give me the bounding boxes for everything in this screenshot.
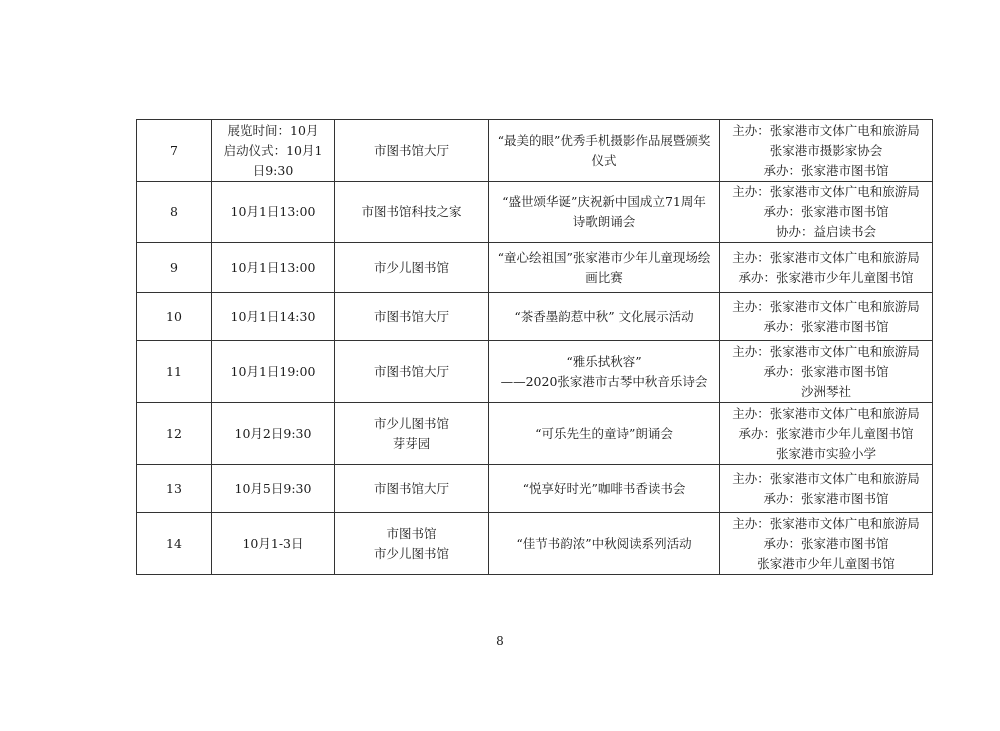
event-venue-line: 市少儿图书馆 <box>373 545 449 561</box>
event-venue-cell <box>335 182 489 243</box>
event-venue-line: 市图书馆大厅 <box>373 480 449 496</box>
event-title-line: 仪式 <box>591 152 617 168</box>
event-organizers-cell <box>720 182 933 243</box>
event-organizers-line: 张家港市少年儿童图书馆 <box>757 555 895 571</box>
event-organizers-line: 主办：张家港市文体广电和旅游局 <box>732 470 920 486</box>
event-organizers-line: 承办：张家港市图书馆 <box>763 162 889 178</box>
event-organizers-line: 主办：张家港市文体广电和旅游局 <box>732 249 920 265</box>
event-title-cell <box>489 341 720 403</box>
row-number-cell: 11 <box>137 341 212 403</box>
event-time-line: 10月1-3日 <box>242 535 304 551</box>
event-venue-cell <box>335 293 489 341</box>
event-venue-line: 市图书馆科技之家 <box>361 204 462 219</box>
event-time-line: 展览时间：10月 <box>227 122 319 138</box>
event-time-cell <box>212 120 335 182</box>
event-time-line: 10月5日9:30 <box>234 480 312 496</box>
event-venue-line: 市图书馆大厅 <box>373 308 449 324</box>
event-organizers-cell <box>720 403 933 465</box>
event-organizers-line: 承办：张家港市图书馆 <box>763 204 889 219</box>
table-row <box>137 243 933 293</box>
row-number-cell: 13 <box>137 465 212 513</box>
event-organizers-line: 承办：张家港市图书馆 <box>763 363 889 379</box>
event-title-cell <box>489 243 720 293</box>
event-title-line: 画比赛 <box>585 269 623 285</box>
event-venue-cell <box>335 465 489 513</box>
event-organizers-line: 主办：张家港市文体广电和旅游局 <box>732 515 920 531</box>
event-venue-line: 市少儿图书馆 <box>373 415 449 431</box>
event-organizers-line: 承办：张家港市图书馆 <box>763 318 889 334</box>
event-organizers-cell <box>720 293 933 341</box>
event-time-cell <box>212 182 335 243</box>
event-venue-cell <box>335 513 489 575</box>
event-title-line: ——2020张家港市古琴中秋音乐诗会 <box>500 373 708 389</box>
event-title-cell <box>489 513 720 575</box>
event-title-line: “茶香墨韵惹中秋” 文化展示活动 <box>514 308 694 324</box>
event-organizers-cell <box>720 120 933 182</box>
event-organizers-cell <box>720 341 933 403</box>
event-venue-line: 市少儿图书馆 <box>373 259 449 275</box>
event-venue-cell <box>335 403 489 465</box>
event-time-cell <box>212 341 335 403</box>
event-organizers-line: 张家港市摄影家协会 <box>769 142 883 158</box>
event-organizers-line: 主办：张家港市文体广电和旅游局 <box>732 184 920 199</box>
event-organizers-cell <box>720 243 933 293</box>
table-row <box>137 182 933 243</box>
event-time-line: 10月1日13:00 <box>230 204 316 219</box>
event-organizers-cell <box>720 465 933 513</box>
event-organizers-line: 承办：张家港市图书馆 <box>763 490 889 506</box>
event-venue-line: 市图书馆 <box>386 525 437 541</box>
event-title-line: “盛世颂华诞”庆祝新中国成立71周年 <box>502 194 706 209</box>
event-title-cell <box>489 293 720 341</box>
event-organizers-line: 主办：张家港市文体广电和旅游局 <box>732 122 920 138</box>
row-number-cell: 7 <box>137 120 212 182</box>
row-number-cell: 14 <box>137 513 212 575</box>
table-row <box>137 465 933 513</box>
event-title-line: “最美的眼”优秀手机摄影作品展暨颁奖 <box>497 132 711 148</box>
event-title-cell <box>489 120 720 182</box>
event-venue-cell <box>335 120 489 182</box>
events-table-body <box>137 120 933 575</box>
event-time-line: 日9:30 <box>252 162 294 178</box>
row-number-cell: 10 <box>137 293 212 341</box>
table-row <box>137 293 933 341</box>
event-title-cell <box>489 403 720 465</box>
event-organizers-line: 主办：张家港市文体广电和旅游局 <box>732 343 920 359</box>
table-row <box>137 341 933 403</box>
event-time-cell <box>212 243 335 293</box>
table-row <box>137 120 933 182</box>
events-table <box>136 119 933 575</box>
event-organizers-line: 承办：张家港市图书馆 <box>763 535 889 551</box>
event-title-line: “雅乐拭秋容” <box>566 353 642 369</box>
event-time-cell <box>212 293 335 341</box>
event-title-cell <box>489 182 720 243</box>
event-title-line: “可乐先生的童诗”朗诵会 <box>535 425 673 441</box>
event-time-line: 启动仪式：10月1 <box>223 142 323 158</box>
event-organizers-line: 张家港市实验小学 <box>775 445 876 461</box>
event-organizers-line: 承办：张家港市少年儿童图书馆 <box>738 269 914 285</box>
event-organizers-line: 主办：张家港市文体广电和旅游局 <box>732 405 920 421</box>
event-title-line: “童心绘祖国”张家港市少年儿童现场绘 <box>497 249 711 265</box>
event-venue-cell <box>335 243 489 293</box>
event-organizers-line: 承办：张家港市少年儿童图书馆 <box>738 425 914 441</box>
event-organizers-line: 沙洲琴社 <box>800 383 851 399</box>
event-time-cell <box>212 513 335 575</box>
table-row <box>137 513 933 575</box>
event-organizers-line: 主办：张家港市文体广电和旅游局 <box>732 298 920 314</box>
event-venue-cell <box>335 341 489 403</box>
event-venue-line: 芽芽园 <box>392 435 431 451</box>
event-time-cell <box>212 465 335 513</box>
row-number-cell: 12 <box>137 403 212 465</box>
row-number-cell: 8 <box>137 182 212 243</box>
event-time-line: 10月1日13:00 <box>230 259 316 275</box>
event-title-line: 诗歌朗诵会 <box>572 214 636 229</box>
page-number: 8 <box>496 634 504 648</box>
event-venue-line: 市图书馆大厅 <box>373 142 449 158</box>
event-venue-line: 市图书馆大厅 <box>373 363 449 379</box>
event-time-cell <box>212 403 335 465</box>
event-time-line: 10月1日19:00 <box>230 363 316 379</box>
event-organizers-cell <box>720 513 933 575</box>
table-row <box>137 403 933 465</box>
event-time-line: 10月1日14:30 <box>230 308 316 324</box>
event-organizers-line: 协办：益启读书会 <box>775 224 876 239</box>
event-title-line: “悦享好时光”咖啡书香读书会 <box>522 480 686 496</box>
row-number-cell: 9 <box>137 243 212 293</box>
event-title-cell <box>489 465 720 513</box>
event-title-line: “佳节书韵浓”中秋阅读系列活动 <box>516 535 692 551</box>
event-time-line: 10月2日9:30 <box>234 425 312 441</box>
